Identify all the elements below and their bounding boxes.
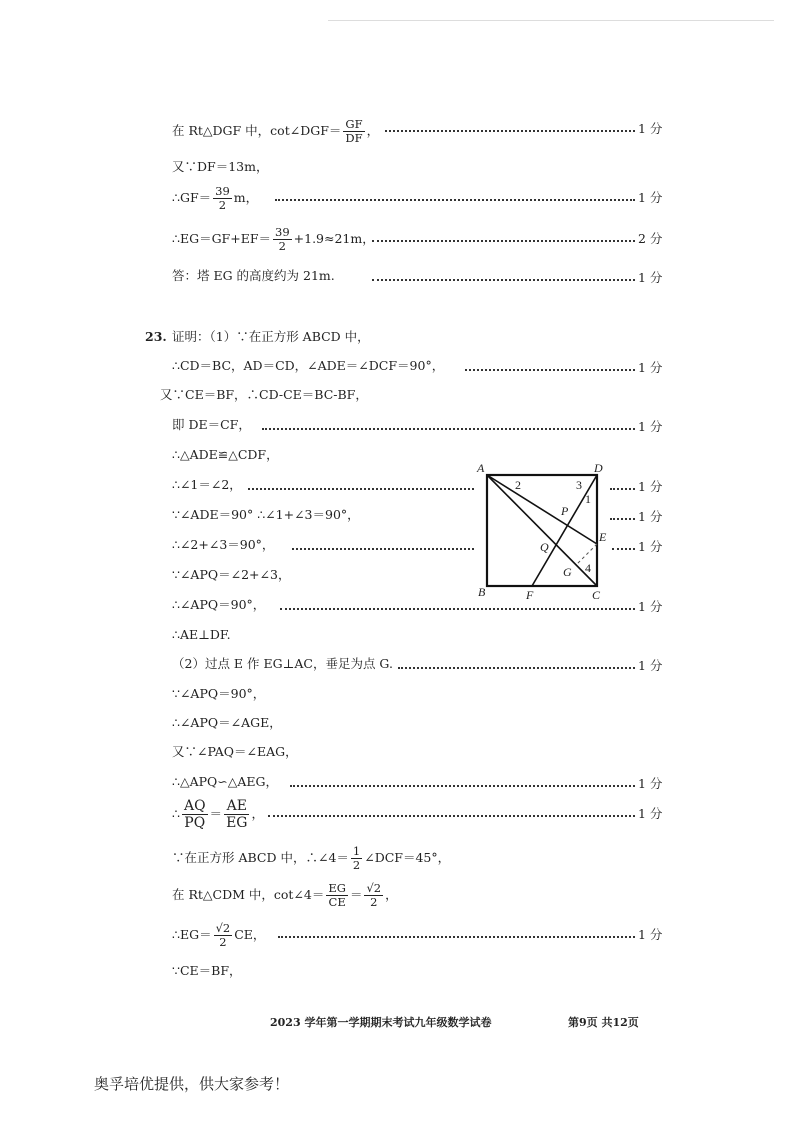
leader-dots xyxy=(290,785,635,787)
proof-line-18: ∵∠APQ＝90°， xyxy=(172,686,266,701)
leader-dots xyxy=(248,488,474,490)
score-mark: 1 分 xyxy=(638,539,663,554)
score-mark: 1 分 xyxy=(638,360,663,375)
proof-line-21: ∴△APQ∽△AEG， xyxy=(172,774,278,789)
solution-line-1: 在 Rt△DGF 中，cot∠DGF＝ $\frac{GF}{DF}$ ， xyxy=(172,117,380,145)
label-p: P xyxy=(561,504,569,518)
leader-dots xyxy=(465,369,635,371)
fraction: $\frac{GF}{DF}$ xyxy=(345,117,363,145)
score-mark: 1 分 xyxy=(638,599,663,614)
fraction: $\frac{EG}{CE}$ xyxy=(328,881,346,909)
fraction: $\frac{√2}{2}$ xyxy=(366,881,382,909)
leader-dots xyxy=(385,130,635,132)
proof-line-9: 即 DE＝CF， xyxy=(172,417,251,432)
fraction: $\frac{AE}{EG}$ xyxy=(226,798,248,831)
proof-line-20: 又∵∠PAQ＝∠EAG， xyxy=(172,744,298,759)
exam-title-footer: 2023 学年第一学期期末考试九年级数学试卷 xyxy=(270,1016,492,1029)
proof-line-23: ∵在正方形 ABCD 中，∴∠4＝ $\frac{1}{2}$ ∠DCF＝45°， xyxy=(172,844,451,872)
proof-line-11: ∴∠1＝∠2， xyxy=(172,477,242,492)
proof-line-25: ∴EG＝ $\frac{√2}{2}$ CE， xyxy=(172,921,266,949)
leader-dots xyxy=(275,199,635,201)
proof-line-26: ∵CE＝BF， xyxy=(172,963,242,978)
proof-line-12: ∵∠ADE＝90° ∴∠1+∠3＝90°， xyxy=(172,507,360,522)
leader-dots xyxy=(610,518,635,520)
label-e: E xyxy=(599,530,607,544)
fraction: $\frac{39}{2}$ xyxy=(275,225,290,253)
leader-dots xyxy=(372,240,635,242)
proof-line-19: ∴∠APQ＝∠AGE， xyxy=(172,715,282,730)
label-b: B xyxy=(478,585,486,599)
score-mark: 1 分 xyxy=(638,806,663,821)
score-mark: 1 分 xyxy=(638,776,663,791)
leader-dots xyxy=(278,936,635,938)
solution-line-5: 答：塔 EG 的高度约为 21m. xyxy=(172,268,335,283)
proof-line-14: ∵∠APQ＝∠2+∠3， xyxy=(172,567,291,582)
leader-dots xyxy=(280,608,635,610)
angle-4-label: 4 xyxy=(585,561,591,575)
score-mark: 1 分 xyxy=(638,270,663,285)
score-mark: 1 分 xyxy=(638,479,663,494)
score-mark: 1 分 xyxy=(638,121,663,136)
score-mark: 1 分 xyxy=(638,509,663,524)
solution-line-3: ∴GF＝ $\frac{39}{2}$ m， xyxy=(172,184,259,212)
fraction: $\frac{AQ}{PQ}$ xyxy=(183,798,206,831)
label-d: D xyxy=(594,461,603,475)
leader-dots xyxy=(268,815,635,817)
proof-line-17: （2）过点 E 作 EG⊥AC，垂足为点 G. xyxy=(172,656,393,671)
label-q: Q xyxy=(540,540,549,554)
leader-dots xyxy=(292,548,474,550)
fraction: $\frac{39}{2}$ xyxy=(215,184,230,212)
leader-dots xyxy=(610,488,635,490)
proof-line-13: ∴∠2+∠3＝90°， xyxy=(172,537,275,552)
proof-line-8: 又∵CE＝BF，∴CD-CE＝BC-BF， xyxy=(160,387,368,402)
proof-line-16: ∴AE⊥DF. xyxy=(172,627,231,642)
label-a: A xyxy=(477,461,485,475)
proof-line-10: ∴△ADE≌△CDF， xyxy=(172,447,279,462)
header-rule xyxy=(328,20,774,21)
angle-1-label: 1 xyxy=(585,492,591,506)
question-number: 23. xyxy=(145,329,167,344)
label-c: C xyxy=(592,588,601,602)
score-mark: 1 分 xyxy=(638,419,663,434)
proof-line-7: ∴CD＝BC，AD＝CD，∠ADE＝∠DCF＝90°， xyxy=(172,358,445,373)
label-g: G xyxy=(563,565,572,579)
fraction: $\frac{√2}{2}$ xyxy=(215,921,231,949)
label-f: F xyxy=(526,588,534,602)
solution-line-2: 又∵DF＝13m， xyxy=(172,159,269,174)
score-mark: 1 分 xyxy=(638,658,663,673)
leader-dots xyxy=(262,428,635,430)
source-note: 奥孚培优提供，供大家参考！ xyxy=(94,1075,290,1093)
proof-line-22: ∴ $\frac{AQ}{PQ}$ ＝ $\frac{AE}{EG}$ ， xyxy=(172,798,264,831)
leader-dots xyxy=(612,548,635,550)
proof-line-24: 在 Rt△CDM 中，cot∠4＝ $\frac{EG}{CE}$ ＝ $\frac{√2}{2}$ ， xyxy=(172,881,398,909)
fraction: $\frac{1}{2}$ xyxy=(352,844,361,872)
score-mark: 2 分 xyxy=(638,231,663,246)
angle-3-label: 3 xyxy=(576,478,582,492)
square-figure xyxy=(470,458,610,603)
line-text: 在 Rt△DGF 中，cot∠DGF＝ xyxy=(172,123,342,138)
score-mark: 1 分 xyxy=(638,927,663,942)
page-number: 第9页 共12页 xyxy=(568,1016,639,1029)
leader-dots xyxy=(398,667,635,669)
score-mark: 1 分 xyxy=(638,190,663,205)
solution-line-4: ∴EG＝GF+EF＝ $\frac{39}{2}$ +1.9≈21m， xyxy=(172,225,375,253)
angle-2-label: 2 xyxy=(515,478,521,492)
question-heading: 证明：（1）∵在正方形 ABCD 中， xyxy=(172,329,370,344)
proof-line-15: ∴∠APQ＝90°， xyxy=(172,597,266,612)
leader-dots xyxy=(372,279,635,281)
